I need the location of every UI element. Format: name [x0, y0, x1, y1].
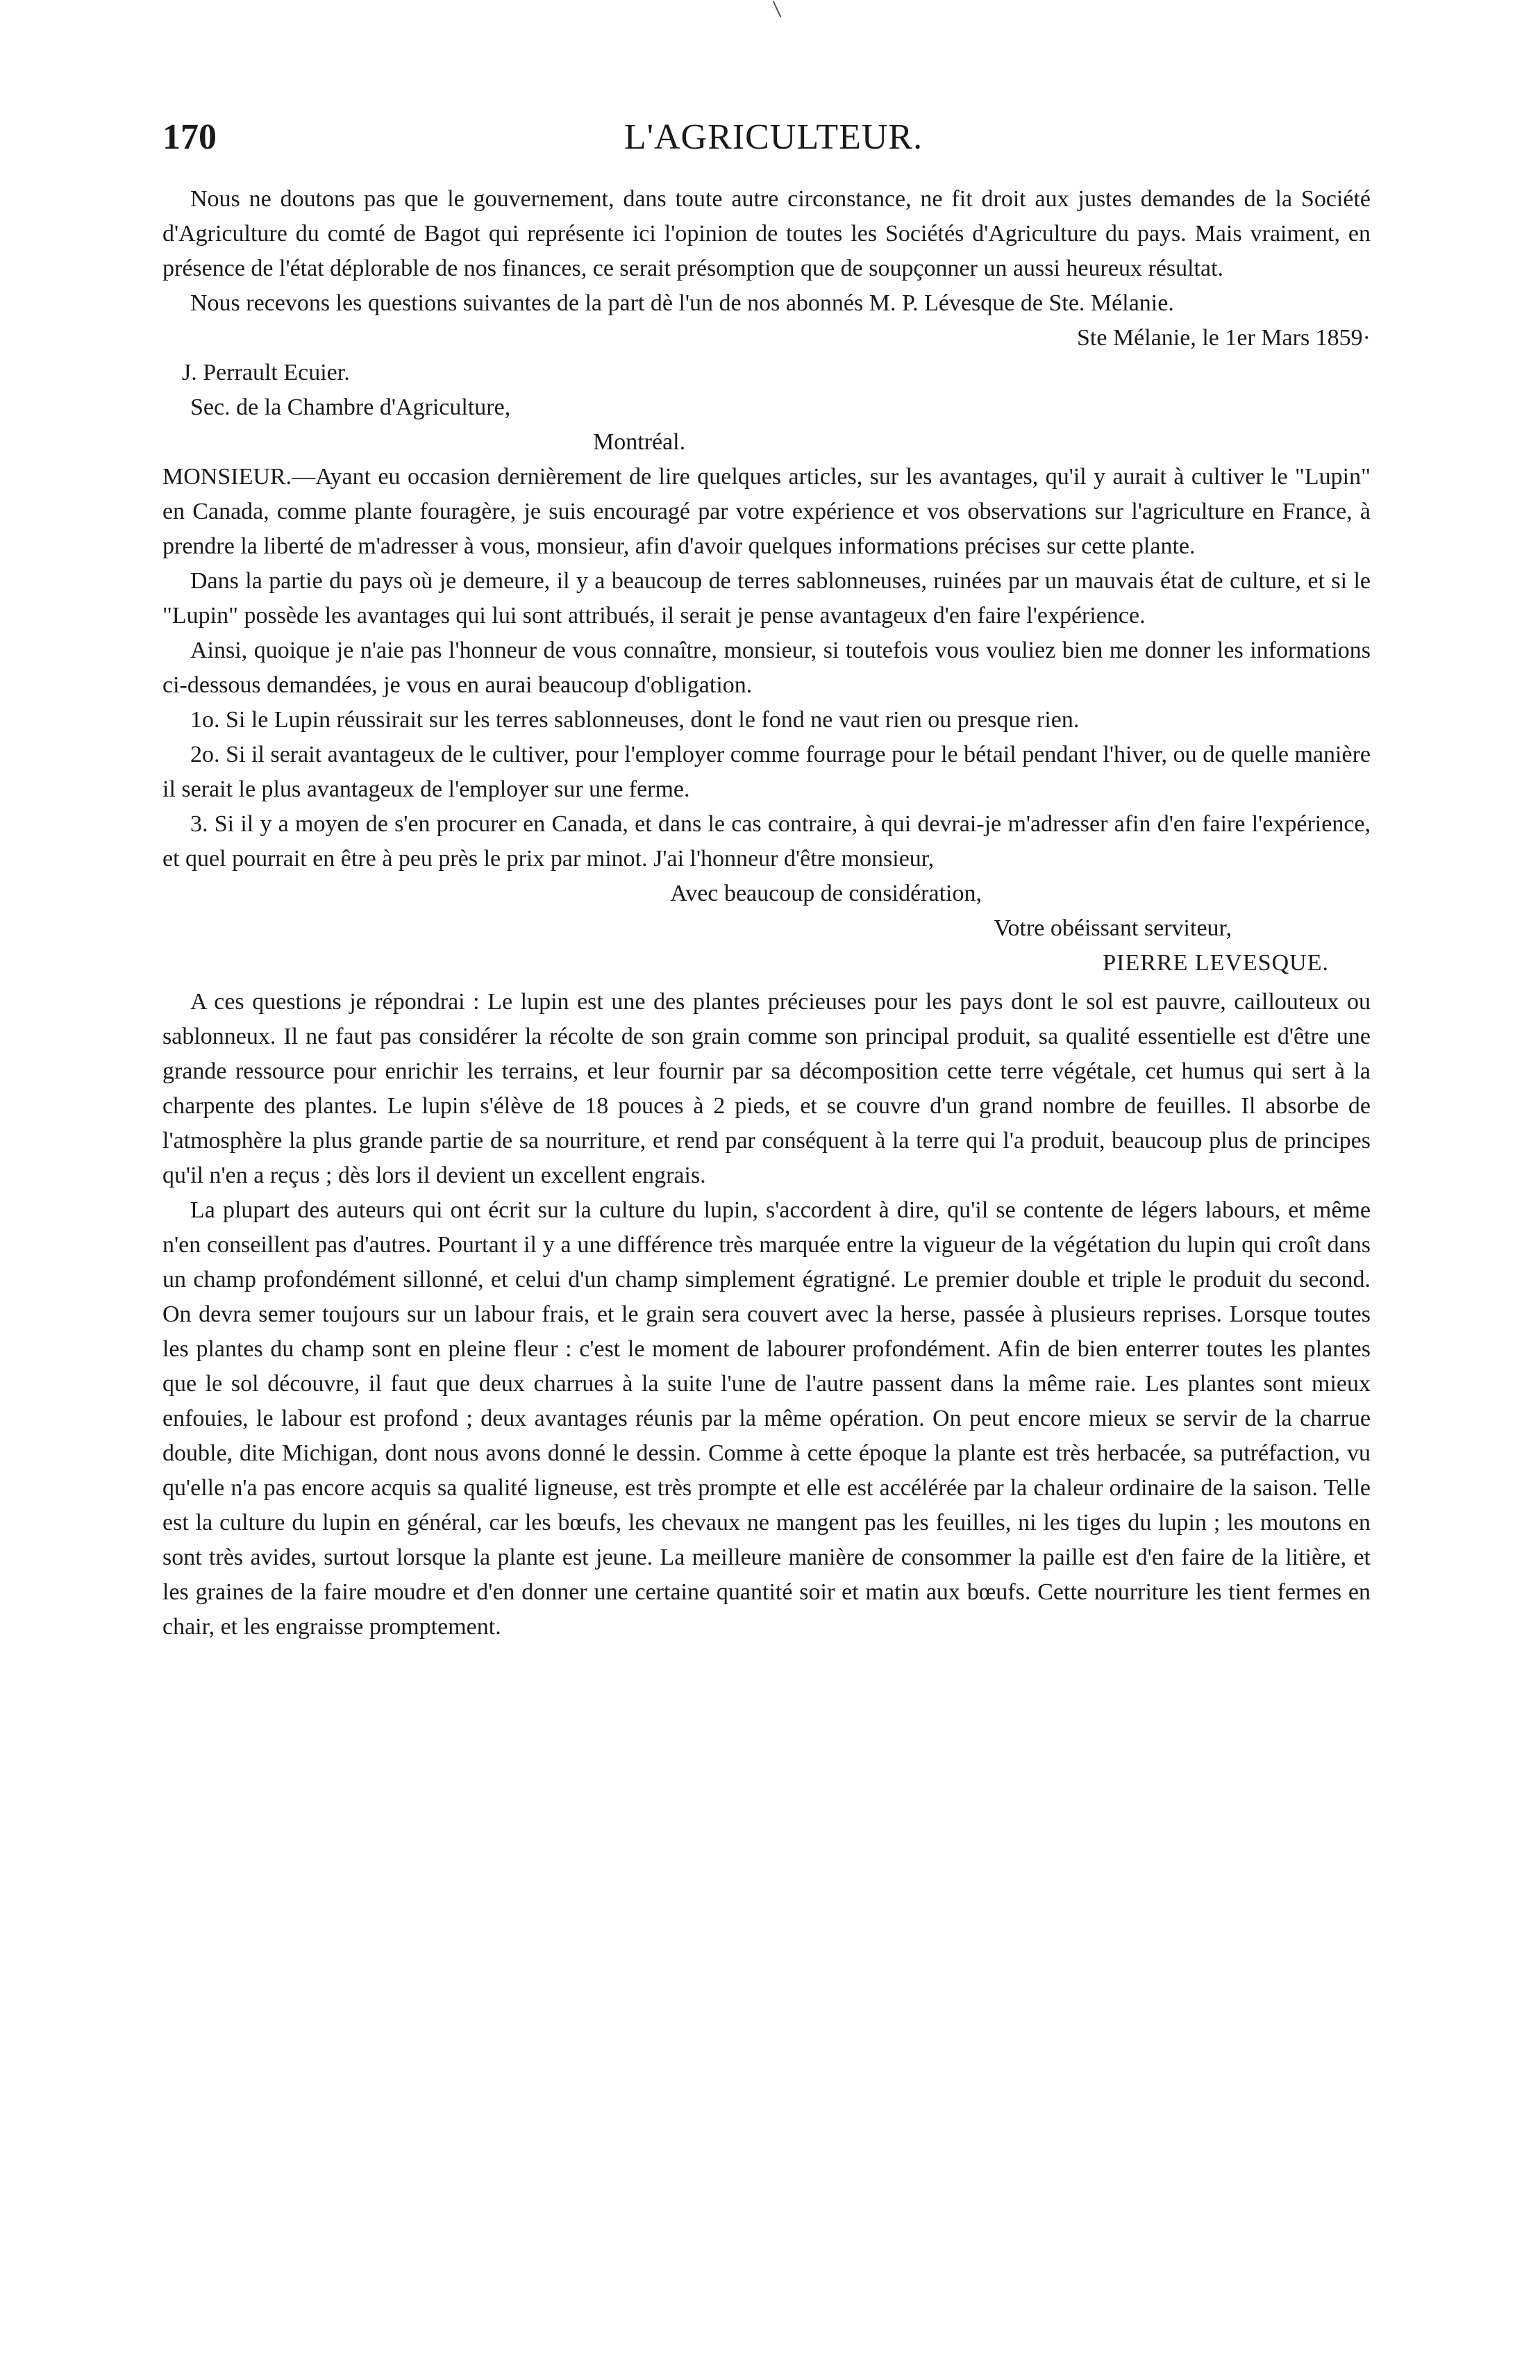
- letter-addressee-title: Sec. de la Chambre d'Agriculture,: [190, 394, 511, 420]
- letter-body: [162, 460, 1371, 564]
- running-header: [162, 117, 1384, 165]
- reply-paragraph: A ces questions je répondrai : Le lupin est une des plantes précieuses pour les pays dont le sol est pauvre, caillouteux ou sablonneux. Il ne faut pas considérer la récolte de son grain comme son principal produit, sa qualité essentielle est d'être une grande ressource pour enrichir les terrains, et leur fournir par sa décomposition cette terre végétale, cet humus qui sert à la charpente des plantes. Le lupin s'élève de 18 pouces à 2 pieds, et se couvre d'un grand nombre de feuilles. Il absorbe de l'atmosphère la plus grande partie de sa nourriture, et rend par conséquent à la terre qui l'a produit, beaucoup plus de principes qu'il n'en a reçus ; dès lors il devient un excellent engrais.: [162, 989, 1371, 1188]
- letter-salutation: MONSIEUR.: [162, 464, 292, 490]
- scan-mark: [773, 1, 782, 17]
- letter-closing: Avec beaucoup de considération,: [670, 881, 982, 906]
- page-number: 170: [162, 117, 217, 157]
- letter-signature: PIERRE LEVESQUE.: [1103, 950, 1329, 976]
- letter-question: 3. Si il y a moyen de s'en procurer en Canada, et dans le cas contraire, à qui devrai-je m'adresser afin d'en faire l'expérience, et quel pourrait en être à peu près le prix par minot. J'ai l'honneur d'être monsieur,: [162, 811, 1371, 872]
- letter-body-text: —Ayant eu occasion dernièrement de lire quelques articles, sur les avantages, qu'il y aurait à cultiver le "Lupin" en Canada, comme plante fouragère, je suis encouragé par votre expérience et vos observations sur l'agriculture en France, à prendre la liberté de m'adresser à vous, monsieur, afin d'avoir quelques informations précises sur cette plante.: [162, 464, 1371, 559]
- letter-question: 2o. Si il serait avantageux de le cultiver, pour l'employer comme fourrage pour le bétail pendant l'hiver, ou de quelle manière il serait le plus avantageux de l'employer sur une ferme.: [162, 742, 1371, 802]
- letter-addressee-city: Montréal.: [593, 429, 686, 455]
- letter-addressee: J. Perrault Ecuier.: [182, 360, 350, 385]
- running-title: L'AGRICULTEUR.: [623, 117, 923, 157]
- letter-body: Ainsi, quoique je n'aie pas l'honneur de vous connaître, monsieur, si toutefois vous vouliez bien me donner les informations ci-dessous demandées, je vous en aurai beaucoup d'obligation.: [162, 638, 1371, 698]
- reply-paragraph: La plupart des auteurs qui ont écrit sur la culture du lupin, s'accordent à dire, qu'il se contente de légers labours, et même n'en conseillent pas d'autres. Pourtant il y a une différence très marquée entre la vigueur de la végétation du lupin qui croît dans un champ profondément sillonné, et celui d'un champ simplement égratigné. Le premier double et triple le produit du second. On devra semer toujours sur un labour frais, et le grain sera couvert avec la herse, passée à plusieurs reprises. Lorsque toutes les plantes du champ sont en pleine fleur : c'est le moment de labourer profondément. Afin de bien enterrer toutes les plantes que le sol découvre, il faut que deux charrues à la suite l'une de l'autre passent dans la même raie. Les plantes sont mieux enfouies, le labour est profond ; deux avantages réunis par la même opération. On peut encore mieux se servir de la charrue double, dite Michigan, dont nous avons donné le dessin. Comme à cette époque la plante est très herbacée, sa putréfaction, vu qu'elle n'a pas encore acquis sa qualité ligneuse, est très prompte et elle est accélérée par la chaleur ordinaire de la saison. Telle est la culture du lupin en général, car les bœufs, les chevaux ne mangent pas les feuilles, ni les tiges du lupin ; les moutons en sont très avides, surtout lorsque la plante est jeune. La meilleure manière de consommer la paille est d'en faire de la litière, et les graines de la faire moudre et d'en donner une certaine quantité soir et matin aux bœufs. Cette nourriture les tient fermes en chair, et les engraisse promptement.: [162, 1197, 1371, 1640]
- page-body: [162, 182, 1371, 1645]
- letter-closing: Votre obéissant serviteur,: [994, 915, 1232, 941]
- paragraph: Nous ne doutons pas que le gouvernement, dans toute autre circonstance, ne fit droit aux justes demandes de la Société d'Agriculture du comté de Bagot qui représente ici l'opinion de toutes les Sociétés d'Agriculture du pays. Mais vraiment, en présence de l'état déplorable de nos finances, ce serait présomption que de soupçonner un aussi heureux résultat.: [162, 186, 1371, 281]
- paragraph: Nous recevons les questions suivantes de la part dè l'un de nos abonnés M. P. Lévesque de Ste. Mélanie.: [190, 290, 1174, 316]
- letter-body: Dans la partie du pays où je demeure, il y a beaucoup de terres sablonneuses, ruinées par un mauvais état de culture, et si le "Lupin" possède les avantages qui lui sont attribués, il serait je pense avantageux d'en faire l'expérience.: [162, 568, 1371, 629]
- letter-question: 1o. Si le Lupin réussirait sur les terres sablonneuses, dont le fond ne vaut rien ou presque rien.: [190, 707, 1080, 733]
- letter-dateline: Ste Mélanie, le 1er Mars 1859·: [1077, 325, 1371, 351]
